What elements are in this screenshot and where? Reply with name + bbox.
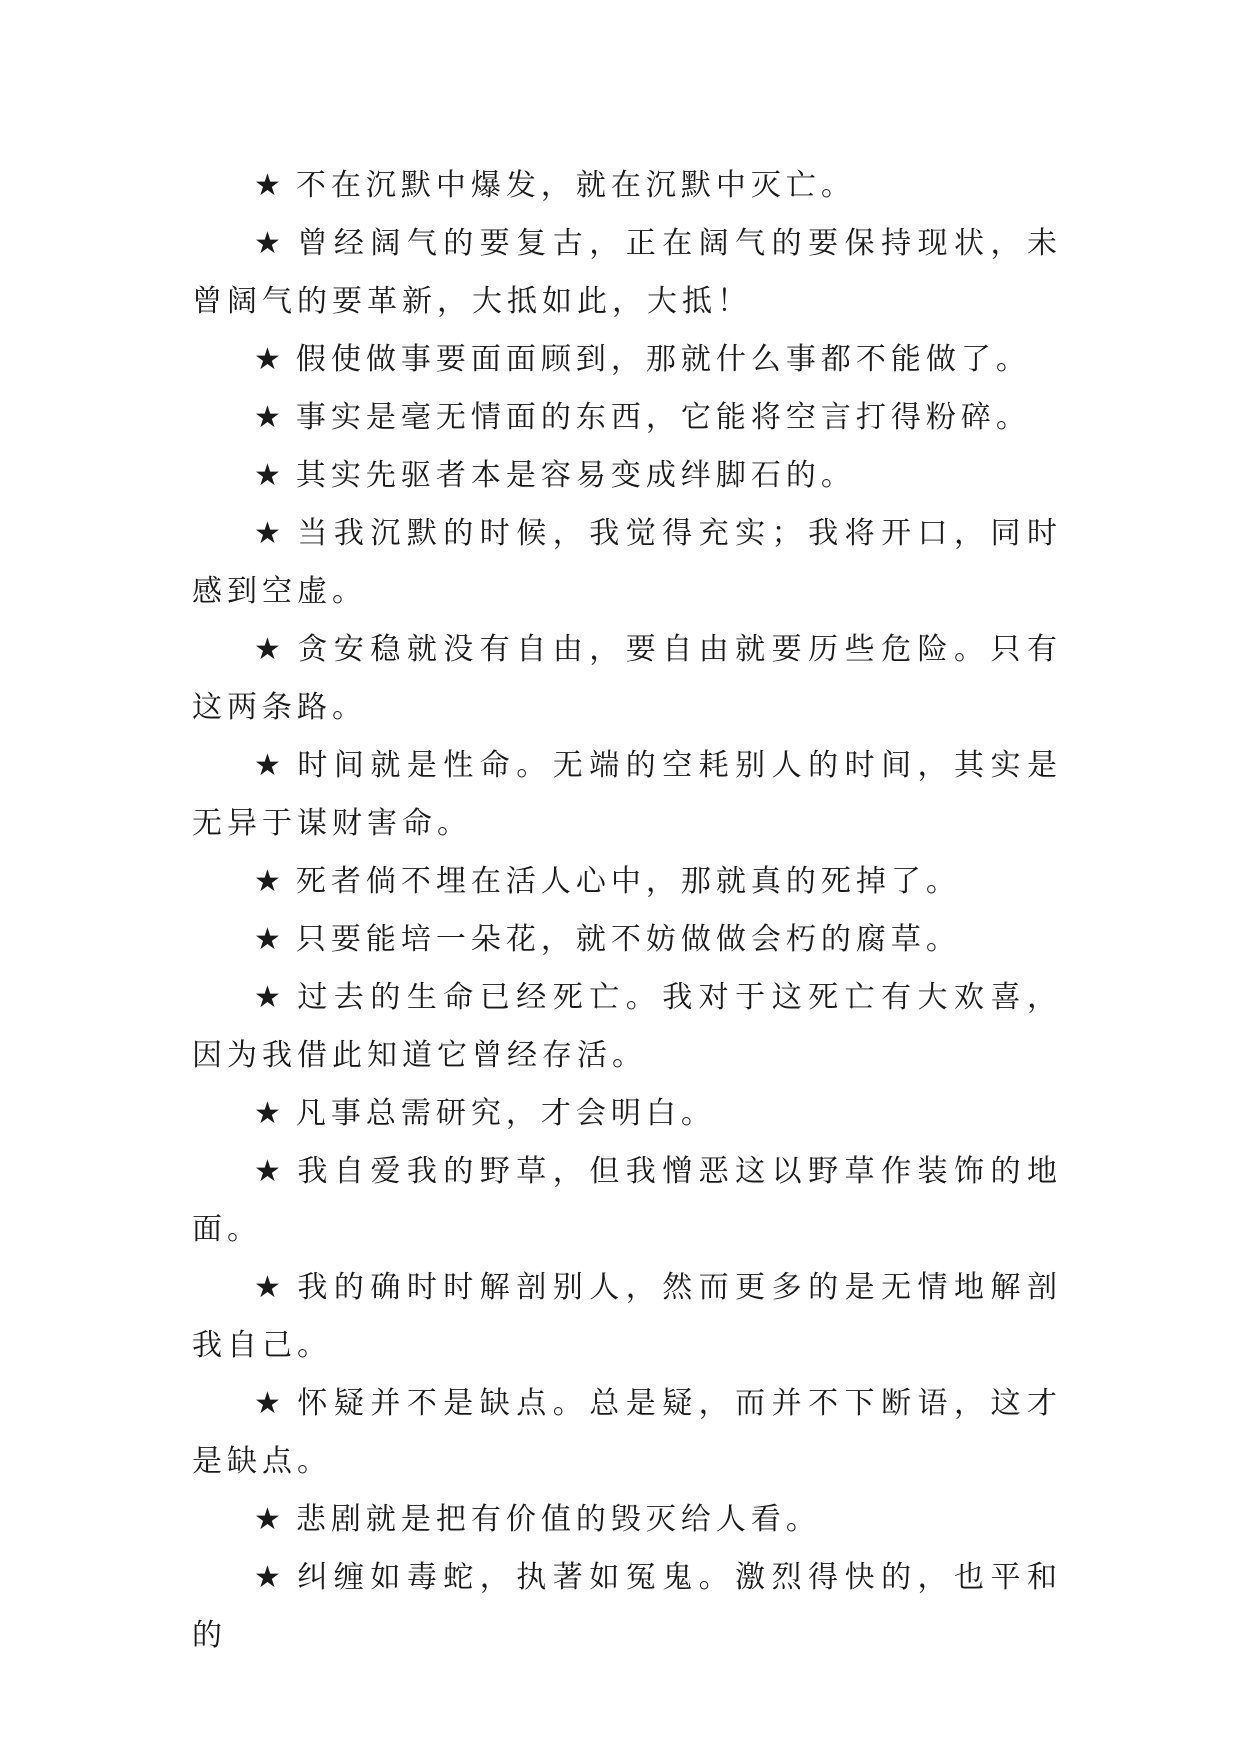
star-bullet-icon: ★: [254, 458, 286, 493]
quote-list: [192, 157, 1062, 1665]
quote-item: [192, 1491, 1062, 1549]
star-bullet-icon: ★: [254, 342, 286, 377]
star-bullet-icon: ★: [254, 1502, 286, 1537]
quote-item: [192, 1085, 1062, 1143]
quote-text: 我的确时时解剖别人，然而更多的是无情地解剖我自己。: [192, 1270, 1062, 1363]
quote-item: [192, 1259, 1062, 1375]
quote-text: 贪安稳就没有自由，要自由就要历些危险。只有这两条路。: [192, 632, 1062, 725]
quote-item: [192, 157, 1062, 215]
quote-text: 不在沉默中爆发，就在沉默中灭亡。: [295, 168, 856, 203]
quote-text: 纠缠如毒蛇，执著如冤鬼。激烈得快的，也平和的: [192, 1560, 1062, 1653]
quote-item: [192, 1375, 1062, 1491]
quote-item: [192, 447, 1062, 505]
quote-item: [192, 737, 1062, 853]
star-bullet-icon: ★: [254, 516, 286, 551]
quote-text: 假使做事要面面顾到，那就什么事都不能做了。: [295, 342, 1031, 377]
quote-text: 我自爱我的野草，但我憎恶这以野草作装饰的地面。: [192, 1154, 1062, 1247]
quote-text: 怀疑并不是缺点。总是疑，而并不下断语，这才是缺点。: [192, 1386, 1062, 1479]
star-bullet-icon: ★: [254, 922, 286, 957]
quote-item: [192, 621, 1062, 737]
quote-item: [192, 1549, 1062, 1665]
quote-text: 只要能培一朵花，就不妨做做会朽的腐草。: [295, 922, 961, 957]
quote-item: [192, 389, 1062, 447]
quote-text: 死者倘不埋在活人心中，那就真的死掉了。: [295, 864, 961, 899]
quote-text: 悲剧就是把有价值的毁灭给人看。: [295, 1502, 821, 1537]
star-bullet-icon: ★: [254, 1560, 286, 1595]
quote-text: 凡事总需研究，才会明白。: [295, 1096, 716, 1131]
star-bullet-icon: ★: [254, 400, 286, 435]
quote-text: 当我沉默的时候，我觉得充实；我将开口，同时感到空虚。: [192, 516, 1062, 609]
star-bullet-icon: ★: [254, 748, 286, 783]
star-bullet-icon: ★: [254, 980, 286, 1015]
star-bullet-icon: ★: [254, 864, 286, 899]
quote-item: [192, 505, 1062, 621]
quote-item: [192, 1143, 1062, 1259]
quote-text: 曾经阔气的要复古，正在阔气的要保持现状，未曾阔气的要革新，大抵如此，大抵！: [192, 226, 1062, 319]
quote-text: 事实是毫无情面的东西，它能将空言打得粉碎。: [295, 400, 1031, 435]
quote-text: 过去的生命已经死亡。我对于这死亡有大欢喜，因为我借此知道它曾经存活。: [192, 980, 1062, 1073]
star-bullet-icon: ★: [254, 168, 286, 203]
star-bullet-icon: ★: [254, 1386, 286, 1421]
quote-item: [192, 969, 1062, 1085]
quote-text: 其实先驱者本是容易变成绊脚石的。: [295, 458, 856, 493]
star-bullet-icon: ★: [254, 1270, 286, 1305]
quote-text: 时间就是性命。无端的空耗别人的时间，其实是无异于谋财害命。: [192, 748, 1062, 841]
quote-item: [192, 853, 1062, 911]
quote-item: [192, 331, 1062, 389]
quote-item: [192, 911, 1062, 969]
star-bullet-icon: ★: [254, 226, 286, 261]
star-bullet-icon: ★: [254, 1096, 286, 1131]
star-bullet-icon: ★: [254, 1154, 286, 1189]
quote-item: [192, 215, 1062, 331]
star-bullet-icon: ★: [254, 632, 286, 667]
